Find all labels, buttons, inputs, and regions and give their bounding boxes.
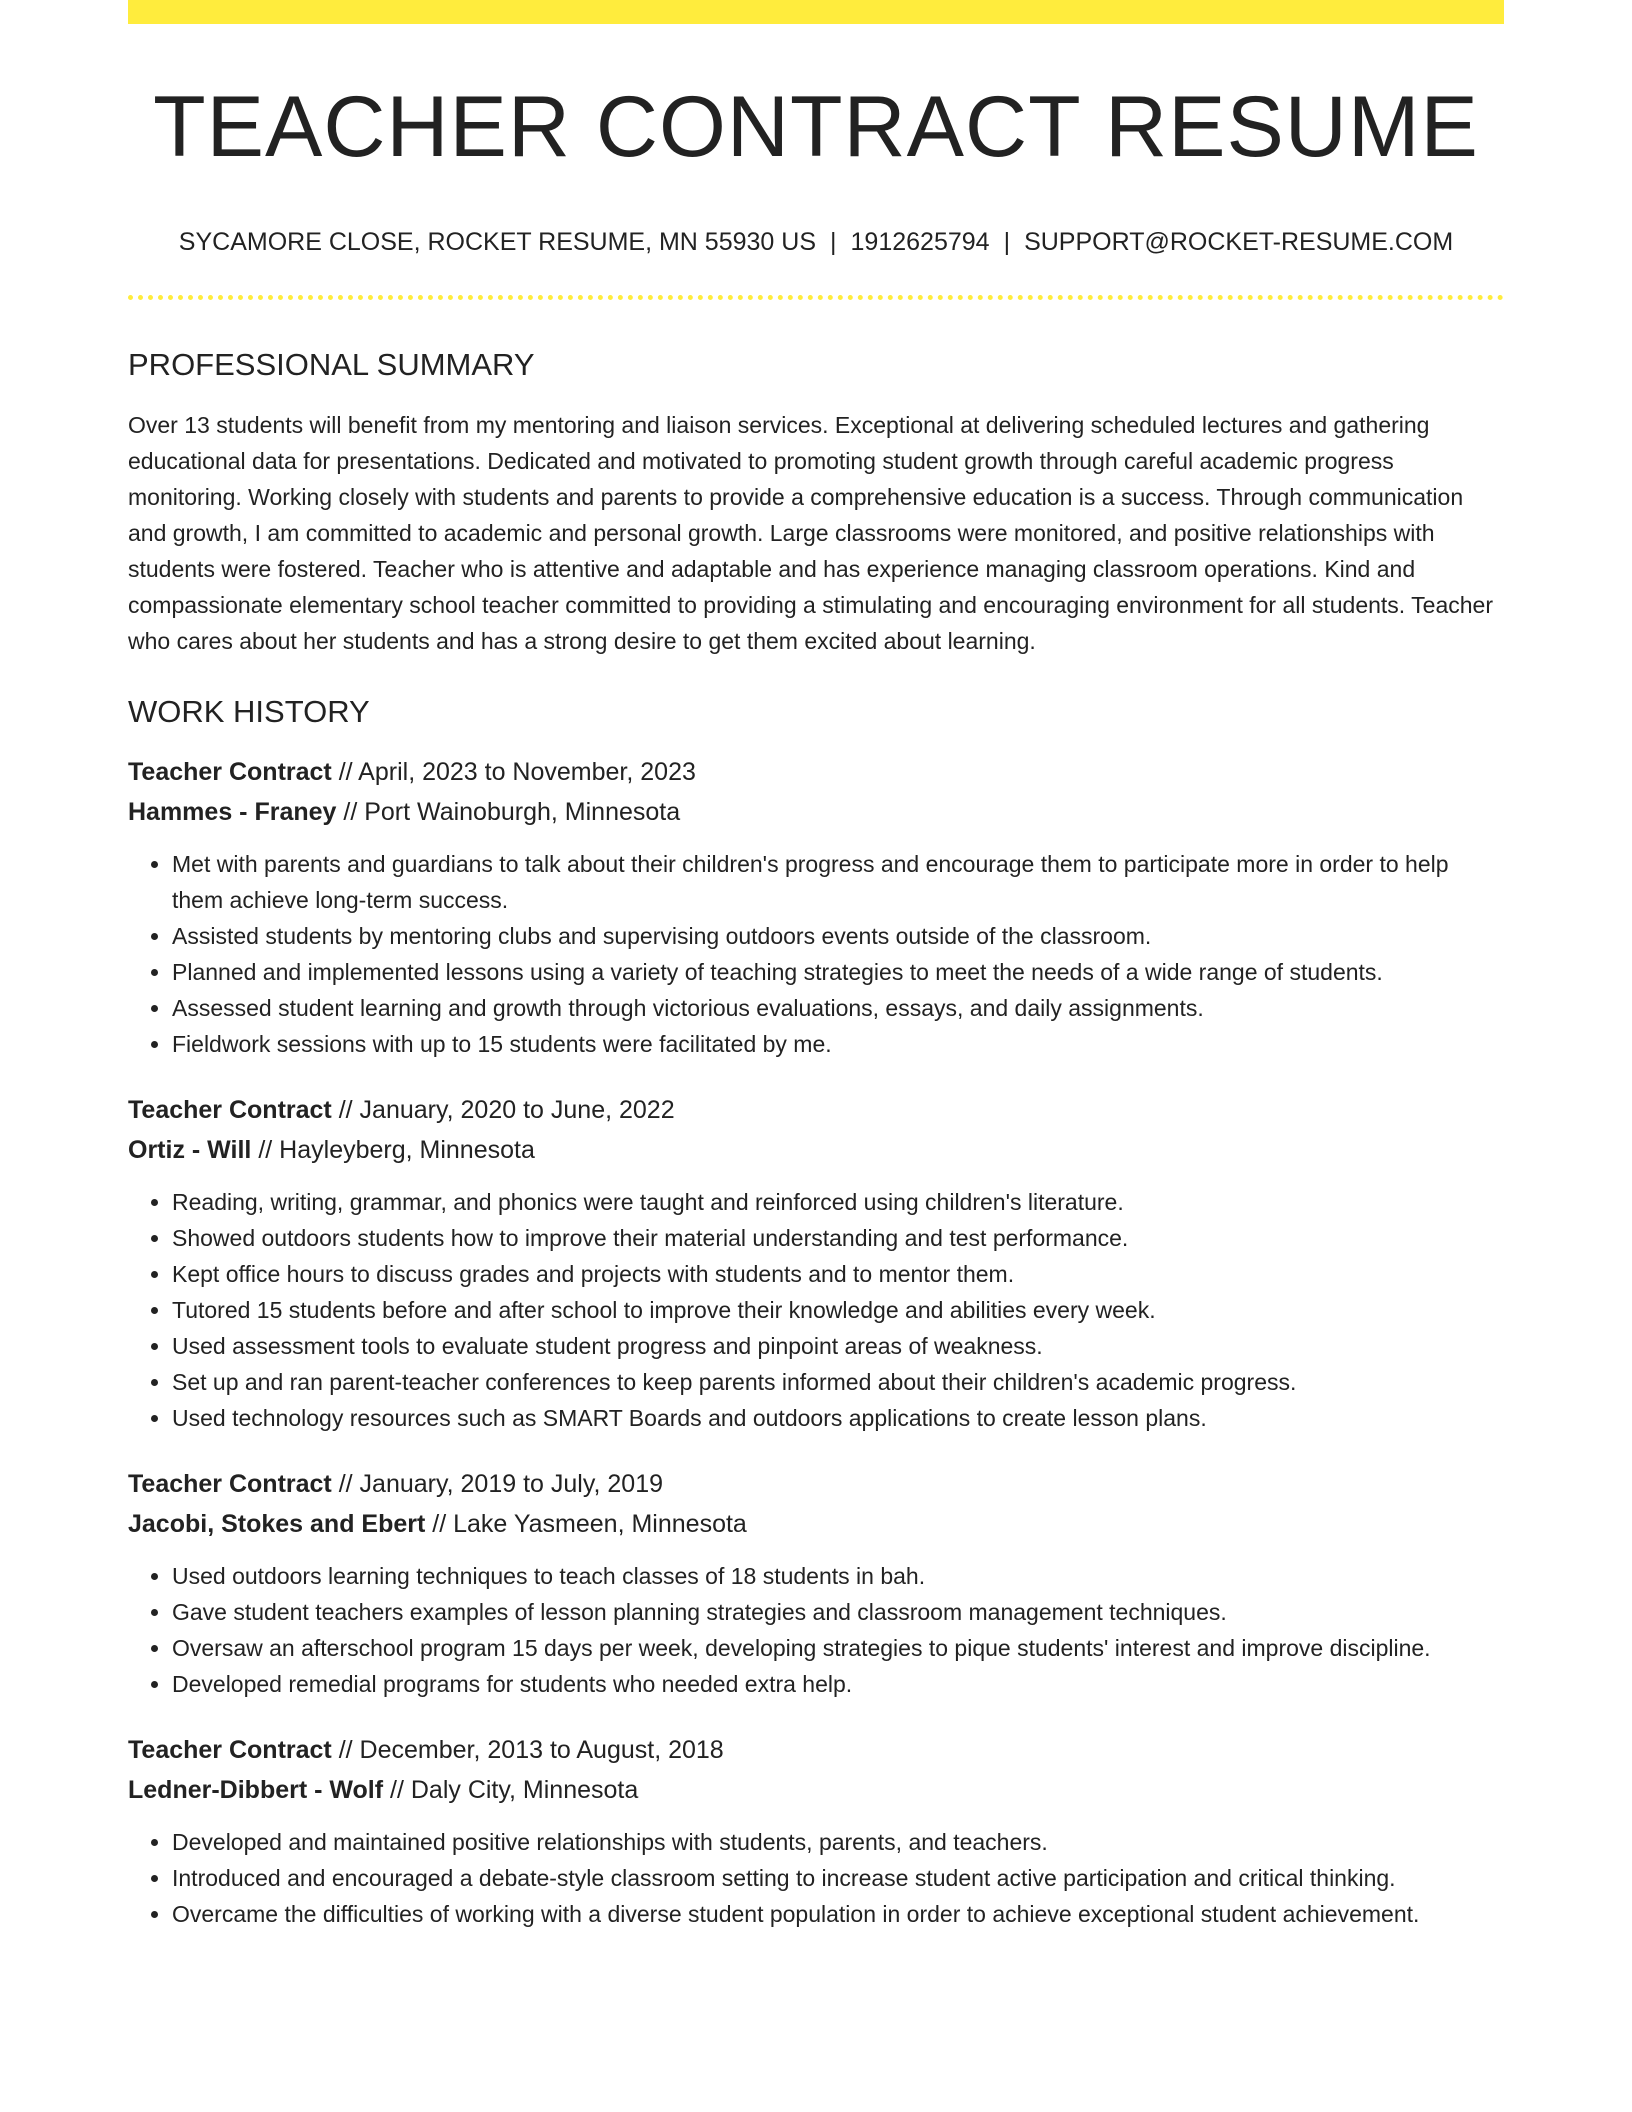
job-entry [128, 1090, 1504, 1436]
list-item: • Reading, writing, grammar, and phonics were taught and reinforced using children's literature. [172, 1184, 1504, 1220]
job-dates: // January, 2019 to July, 2019 [338, 1469, 663, 1498]
job-dates: // January, 2020 to June, 2022 [338, 1095, 675, 1124]
contact-phone: 1912625794 [850, 227, 990, 256]
job-company-line [128, 1770, 1504, 1810]
list-item: • Assessed student learning and growth through victorious evaluations, essays, and daily assignments. [172, 990, 1504, 1026]
job-entry [128, 752, 1504, 1062]
job-title: Teacher Contract [128, 1469, 332, 1498]
job-title-line [128, 1090, 1504, 1130]
job-entry [128, 1730, 1504, 1932]
job-company: Ledner-Dibbert - Wolf [128, 1775, 384, 1804]
list-item: • Used technology resources such as SMART Boards and outdoors applications to create lesson plans. [172, 1400, 1504, 1436]
list-item: • Set up and ran parent-teacher conferences to keep parents informed about their children's academic progress. [172, 1364, 1504, 1400]
list-item: • Met with parents and guardians to talk about their children's progress and encourage them to participate more in order to help them achieve long-term success. [172, 846, 1504, 918]
list-item: • Kept office hours to discuss grades and projects with students and to mentor them. [172, 1256, 1504, 1292]
job-location: // Lake Yasmeen, Minnesota [432, 1509, 747, 1538]
job-location: // Port Wainoburgh, Minnesota [343, 797, 681, 826]
job-entry [128, 1464, 1504, 1702]
summary-heading: PROFESSIONAL SUMMARY [128, 346, 535, 382]
job-title-line [128, 752, 1504, 792]
resume-page [128, 0, 1504, 1932]
job-company-line [128, 1130, 1504, 1170]
list-item: • Developed remedial programs for students who needed extra help. [172, 1666, 1504, 1702]
contact-separator: | [1003, 227, 1011, 256]
list-item: • Overcame the difficulties of working with a diverse student population in order to achieve exceptional student achievement. [172, 1896, 1504, 1932]
list-item: • Planned and implemented lessons using a variety of teaching strategies to meet the needs of a wide range of students. [172, 954, 1504, 990]
list-item: • Showed outdoors students how to improve their material understanding and test performance. [172, 1220, 1504, 1256]
list-item: • Assisted students by mentoring clubs and supervising outdoors events outside of the classroom. [172, 918, 1504, 954]
list-item: • Developed and maintained positive relationships with students, parents, and teachers. [172, 1824, 1504, 1860]
resume-title: TEACHER CONTRACT RESUME [153, 79, 1479, 175]
job-company: Hammes - Franey [128, 797, 337, 826]
contact-email: SUPPORT@ROCKET-RESUME.COM [1024, 227, 1454, 256]
list-item: • Tutored 15 students before and after school to improve their knowledge and abilities every week. [172, 1292, 1504, 1328]
job-location: // Daly City, Minnesota [390, 1775, 639, 1804]
job-bullets [128, 1558, 1504, 1702]
job-dates: // April, 2023 to November, 2023 [338, 757, 696, 786]
accent-top-bar [128, 0, 1504, 24]
job-company-line [128, 792, 1504, 832]
contact-separator: | [830, 227, 837, 256]
contact-line [128, 227, 1504, 257]
list-item: • Used outdoors learning techniques to teach classes of 18 students in bah. [172, 1558, 1504, 1594]
dotted-divider [128, 295, 1504, 300]
job-company-line [128, 1504, 1504, 1544]
job-company: Ortiz - Will [128, 1135, 252, 1164]
job-title: Teacher Contract [128, 1735, 332, 1764]
job-location: // Hayleyberg, Minnesota [258, 1135, 535, 1164]
job-dates: // December, 2013 to August, 2018 [338, 1735, 724, 1764]
job-title-line [128, 1464, 1504, 1504]
list-item: • Introduced and encouraged a debate-style classroom setting to increase student active participation and critical thinking. [172, 1860, 1504, 1896]
job-company: Jacobi, Stokes and Ebert [128, 1509, 426, 1538]
job-title: Teacher Contract [128, 1095, 332, 1124]
list-item: • Used assessment tools to evaluate student progress and pinpoint areas of weakness. [172, 1328, 1504, 1364]
job-bullets [128, 1184, 1504, 1436]
summary-text: Over 13 students will benefit from my mentoring and liaison services. Exceptional at delivering scheduled lectures and gathering educational data for presentations. Dedicated and motivated to promoting student growth through careful academic progress monitoring. Working closely with students and parents to provide a comprehensive education is a success. Through communication and growth, I am committed to academic and personal growth. Large classrooms were monitored, and positive relationships with students were fostered. Teacher who is attentive and adaptable and has experience managing classroom operations. Kind and compassionate elementary school teacher committed to providing a stimulating and encouraging environment for all students. Teacher who cares about her students and has a strong desire to get them excited about learning. [128, 411, 1493, 654]
job-title-line [128, 1730, 1504, 1770]
job-bullets [128, 1824, 1504, 1932]
list-item: • Oversaw an afterschool program 15 days per week, developing strategies to pique students' interest and improve discipline. [172, 1630, 1504, 1666]
list-item: • Gave student teachers examples of lesson planning strategies and classroom management techniques. [172, 1594, 1504, 1630]
job-title: Teacher Contract [128, 757, 332, 786]
work-history-heading: WORK HISTORY [128, 693, 370, 729]
list-item: • Fieldwork sessions with up to 15 students were facilitated by me. [172, 1026, 1504, 1062]
contact-address: SYCAMORE CLOSE, ROCKET RESUME, MN 55930 US [178, 227, 817, 256]
job-bullets [128, 846, 1504, 1062]
